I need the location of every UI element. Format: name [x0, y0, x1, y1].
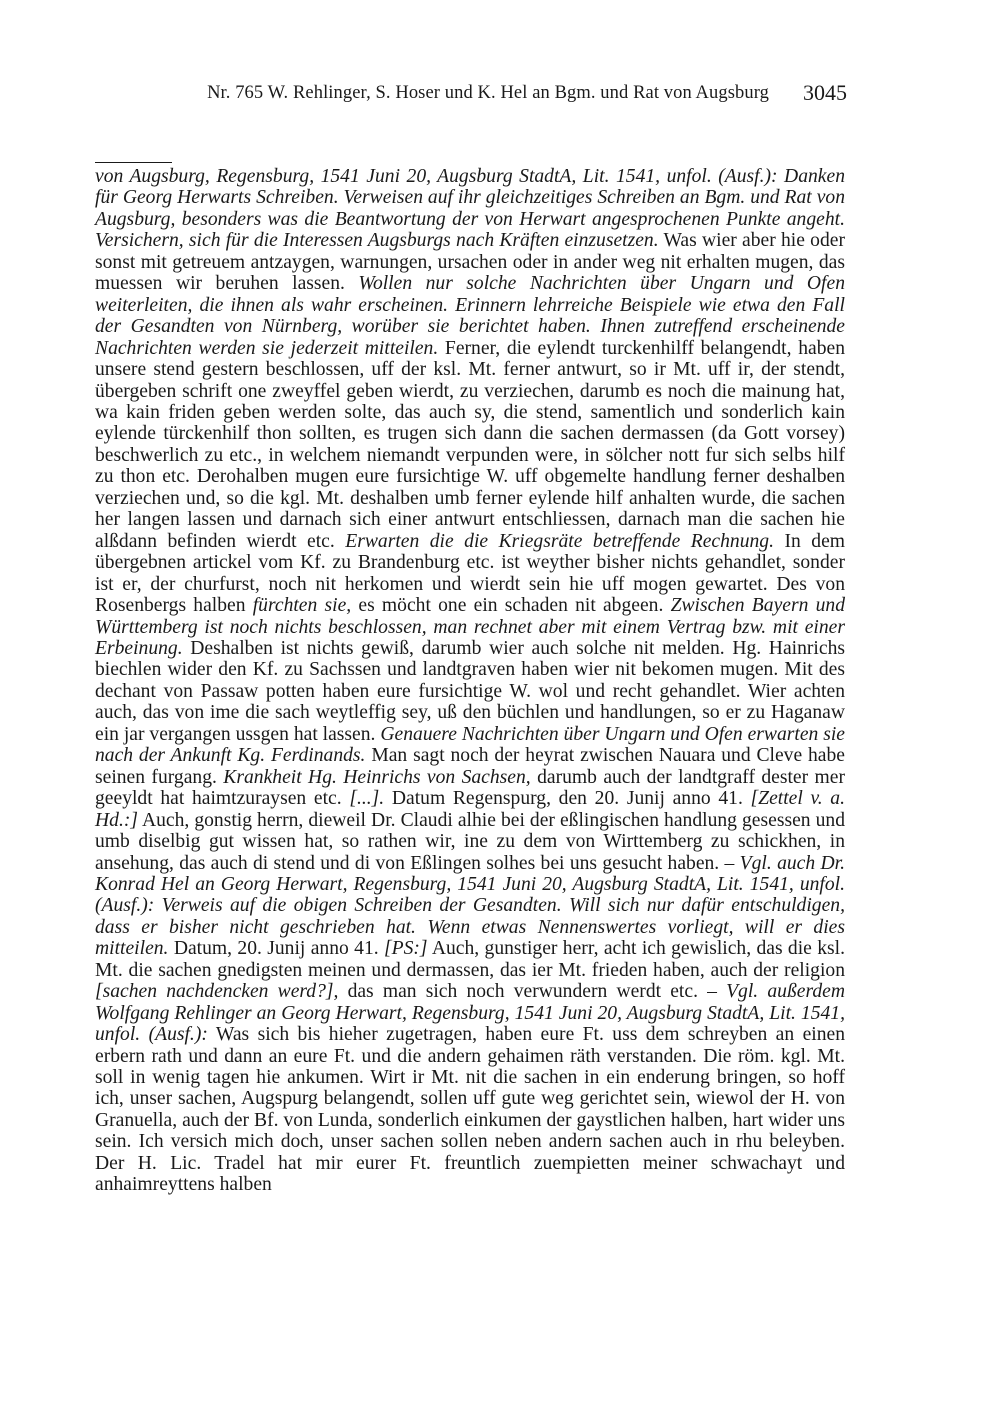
page-number: 3045	[803, 80, 847, 105]
quoted-text: Ferner, die eylendt turckenhilff belangendt, haben unsere stend gestern beschlossen, uff der ksl. Mt. ferner antwurt, so ir Mt. uff ir, der stendt, übergeben schrift one zweyffel geben wierdt, zu verziechen, darumb es noch die mainung hat, wa kain friden geben werden solte, das auch sy, die stend, samentlich und sonderlich kain eylende türckenhilf thon sollten, es trugen sich dann die sachen dermassen (da Gott vorsey) beschwerlich zu etc., in welchem niemandt verpunden were, in sölcher nott fur sich selbs hilf zu thon etc. Derohalben mugen eure fursichtige W. uff obgemelte handlung ferner deshalben verziechen und, so die kgl. Mt. deshalben umb ferner eylende hilf anhalten wurde, die sachen her langen lassen und darnach sich einer antwurt entschliessen, darnach man die sachen hie alßdann befinden wierdt etc.	[95, 337, 845, 552]
body-text	[95, 166, 845, 1196]
footnote-rule	[95, 162, 172, 163]
quoted-text: darumb auch der landtgraff dester mer geeyldt hat haimtzuraysen etc.	[95, 766, 845, 810]
quoted-text: Man sagt noch der heyrat zwischen Nauara und Cleve habe seinen furgang.	[95, 745, 846, 788]
editorial-omission: [...].	[349, 788, 385, 810]
summary-text: Krankheit Hg. Heinrichs von Sachsen,	[223, 766, 531, 788]
summary-text: von Augsburg, Regensburg, 1541 Juni 20, Augsburg StadtA, Lit. 1541, unfol. (Ausf.): Danken für Georg Herwarts Schreiben. Verweisen auf ihr gleichzeitiges Schreiben an Bgm. und Rat von Augsburg, besonders was die Beantwortung der von Herwart angesprochenen Punkte angeht. Versichern, sich für die Interessen Augsburgs nach Kräften einzusetzen.	[95, 166, 845, 252]
editorial-conjecture: [sachen nachdencken werd?],	[95, 981, 339, 1003]
quoted-text: Datum, 20. Junij anno 41.	[168, 938, 385, 960]
quoted-text: Deshalben ist nichts gewiß, darumb wier auch solche nit melden. Hg. Hainrichs biechlen wider den Kf. zu Sachssen und landtgraven haben wier nit bekomen mugen. Mit des dechant von Passaw potten haben eure fursichtige W. wol und recht gehandlet. Wier achten auch, das von ime die sach weytleffig sey, uß den büchlen und handlungen, so er zu Haganaw ein jar vergangen ussgen hat lassen.	[95, 637, 845, 745]
editorial-note: [PS:]	[384, 938, 428, 960]
summary-text: fürchten sie,	[252, 595, 352, 617]
body-paragraph	[95, 166, 845, 1196]
quoted-text: es möcht one ein schaden nit abgeen.	[351, 595, 671, 617]
summary-text: Wollen nur solche Nachrichten über Ungarn und Ofen weiterleiten, die ihnen als wahr erscheinen. Erinnern lehrreiche Beispiele wie etwa den Fall der Gesandten von Nürnberg, worüber sie berichtet haben. Ihnen zutreffend erscheinende Nachrichten werden sie jederzeit mitteilen.	[95, 273, 845, 359]
quoted-text: Was sich bis hieher zugetragen, haben eure Ft. uss dem schreyben an einen erbern rath und dann an eure Ft. und die andern gehaimen räth verstanden. Die röm. kgl. Mt. soll in wenig tagen hie ankumen. Wirt ir Mt. nit die sachen in ein enderung bringen, so hoff ich, unser sachen, Augspurg belangendt, sollen uff gute weg gerichtet sein, wiewol der H. von Granuella, auch der Bf. von Lunda, sonderlich einkumen der gaystlichen halben, hart wider uns sein. Ich versich mich doch, unser sachen sollen neben andern sachen auch in rhu beleyben. Der H. Lic. Tradel hat mir eurer Ft. freuntlich zuempietten meiner schwachayt und anhaimreyttens halben	[95, 1024, 846, 1196]
summary-text: Vgl. außerdem Wolfgang Rehlinger an Georg Herwart, Regensburg, 1541 Juni 20, Augsburg StadtA, Lit. 1541, unfol. (Ausf.):	[95, 981, 845, 1046]
running-head	[95, 80, 847, 110]
running-title: Nr. 765 W. Rehlinger, S. Hoser und K. Hel an Bgm. und Rat von Augsburg	[207, 83, 769, 103]
quoted-text: In dem übergebnen artickel vom Kf. zu Brandenburg etc. ist weyther bisher nichts gehandlet, sonder ist er, der churfurst, noch nit herkomen und wierdt sein hie uff mogen gewartet. Des von Rosenbergs halben	[95, 530, 846, 617]
quoted-text: das man sich noch verwundern werdt etc. –	[338, 981, 727, 1003]
summary-text: Vgl. auch Dr. Konrad Hel an Georg Herwart, Regensburg, 1541 Juni 20, Augsburg StadtA, Lit. 1541, unfol. (Ausf.): Verweis auf die obigen Schreiben der Gesandten. Will sich nur dafür entschuldigen, dass er bisher nicht geschrieben hat. Wenn etwas Nennenswertes vorliegt, will er dies mitteilen.	[95, 852, 845, 960]
quoted-text: Was wier aber hie oder sonst mit getreuem antzaygen, warnungen, ursachen oder in ander weg nit erhalten mugen, das muessen wir beruhen lassen.	[95, 230, 845, 295]
summary-text: Genauere Nachrichten über Ungarn und Ofen erwarten sie nach der Ankunft Kg. Ferdinands.	[95, 723, 845, 767]
summary-text: Zwischen Bayern und Württemberg ist noch nichts beschlossen, man rechnet aber mit einem Vertrag bzw. mit einer Erbeinung.	[95, 595, 845, 659]
quoted-text: Auch, gonstig herrn, dieweil Dr. Claudi alhie bei der eßlingischen handlung gesessen und umb diselbig gut wissen hat, so rathen wir, ine zu dem von Wirttemberg zu schickhen, in ansehung, das auch di stend und di von Eßlingen solhes bei uns gesucht haben. –	[95, 809, 845, 874]
quoted-text: Datum Regenspurg, den 20. Junij anno 41.	[384, 788, 751, 810]
editorial-note: [Zettel v. a. Hd.:]	[95, 788, 845, 831]
summary-text: Erwarten die die Kriegsräte betreffende Rechnung.	[345, 530, 774, 552]
quoted-text: Auch, gunstiger herr, acht ich gewislich, das die ksl. Mt. die sachen gnedigsten meinen und dermassen, das ier Mt. frieden haben, auch der religion	[95, 938, 845, 981]
